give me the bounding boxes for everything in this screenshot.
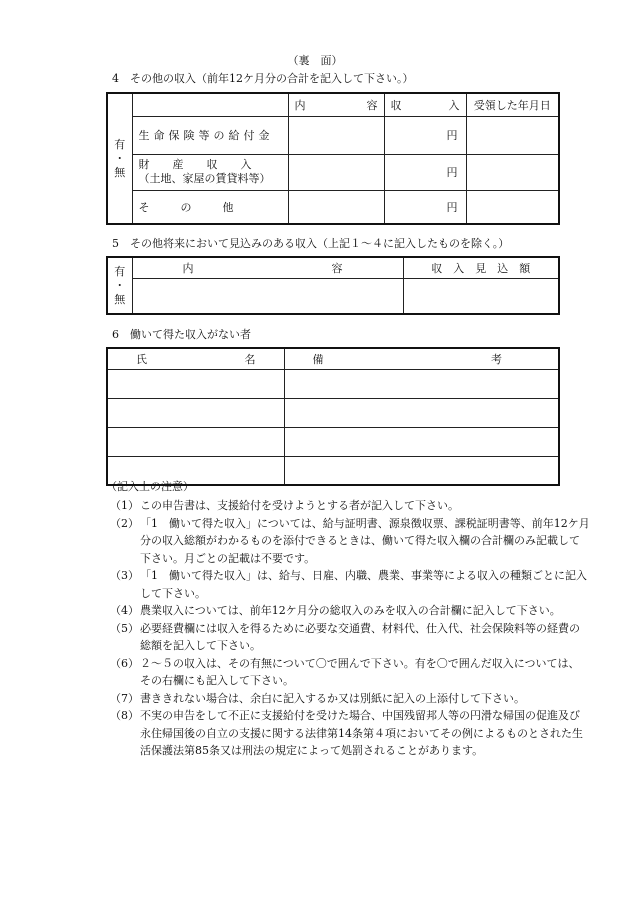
section5-col-expected: 収 入 見 込 額 [403,257,559,278]
unit-yen: 円 [384,116,466,154]
note-item: （2） 「1 働いて得た収入」については、給与証明書、源泉徴収票、課税証明書等、前年12ケ月分の収入総額がわかるものを添付できるときは、働いて得た収入欄の合計欄のみ記載して下さい。月ごとの記載は不要です。 [110,516,590,565]
row-label: 生命保険等の給付金 [132,116,288,154]
note-item: （1） この申告書は、支援給付を受けようとする者が記入して下さい。 [110,499,459,512]
section4-heading: 4 その他の収入（前年12ケ月分の合計を記入して下さい。） [112,72,414,85]
content-cell[interactable] [288,190,384,224]
section4-table [106,92,560,225]
section4-blank-header [132,93,288,116]
remarks-cell[interactable] [284,427,559,456]
table-row [107,427,559,456]
row-label: 財 産 収 入 （土地、家屋の賃貸料等） [132,154,288,190]
section6-col-name: 氏 名 [107,348,284,369]
section4-row [107,116,559,154]
notes-heading: （記入上の注意） [106,480,194,493]
remarks-cell[interactable] [284,398,559,427]
section4-row [107,190,559,224]
name-cell[interactable] [107,369,284,398]
section6-heading: 6 働いて得た収入がない者 [112,328,251,341]
note-item: （7） 書ききれない場合は、余白に記入するか又は別紙に記入の上添付して下さい。 [110,691,525,705]
date-cell[interactable] [466,154,559,190]
note-item: （8） 不実の申告をして不正に支援給付を受けた場合、中国残留邦人等の円滑な帰国の促進及び永住帰国後の自立の支援に関する法律第14条第４項においてその例によるものとされた生活保護法第85条又は刑法の規定によって処罰されることがあります。 [110,709,583,757]
section4-col-content: 内 容 [288,93,384,116]
note-item: （4） 農業収入については、前年12ケ月分の総収入のみを収入の合計欄に記入して下さい。 [110,604,561,617]
note-item: （6） ２～５の収入は、その有無について〇で囲んで下さい。有を〇で囲んだ収入については、その右欄にも記入して下さい。 [110,656,580,687]
section4-col-received: 受領した年月日 [466,93,559,116]
note-item: （5） 必要経費欄には収入を得るために必要な交通費、材料代、仕入代、社会保険料等の経費の総額を記入して下さい。 [110,621,580,652]
page-title: （裏 面） [287,54,343,67]
section4-row [107,154,559,190]
section5-table [106,256,560,315]
notes-list [110,497,590,760]
section4-col-income: 収 入 [384,93,466,116]
note-item: （3） 「1 働いて得た収入」は、給与、日雇、内職、農業、事業等による収入の種類ごとに記入して下さい。 [110,569,587,600]
remarks-cell[interactable] [284,369,559,398]
section5-expected-cell[interactable] [403,278,559,314]
section5-content-cell[interactable] [132,278,403,314]
section5-col-content: 内 容 [132,257,403,278]
name-cell[interactable] [107,398,284,427]
unit-yen: 円 [384,190,466,224]
section5-heading: 5 その他将来において見込みのある収入（上記１～４に記入したものを除く。） [112,237,510,250]
content-cell[interactable] [288,154,384,190]
section6-col-remarks: 備 考 [284,348,559,369]
row-label: そ の 他 [132,190,288,224]
unit-yen: 円 [384,154,466,190]
section4-side-label: 有 ・ 無 [107,93,132,224]
date-cell[interactable] [466,190,559,224]
remarks-cell[interactable] [284,456,559,485]
table-row [107,398,559,427]
table-row [107,369,559,398]
section6-table [106,347,560,486]
name-cell[interactable] [107,427,284,456]
section5-side-label: 有 ・ 無 [107,257,132,314]
date-cell[interactable] [466,116,559,154]
content-cell[interactable] [288,116,384,154]
